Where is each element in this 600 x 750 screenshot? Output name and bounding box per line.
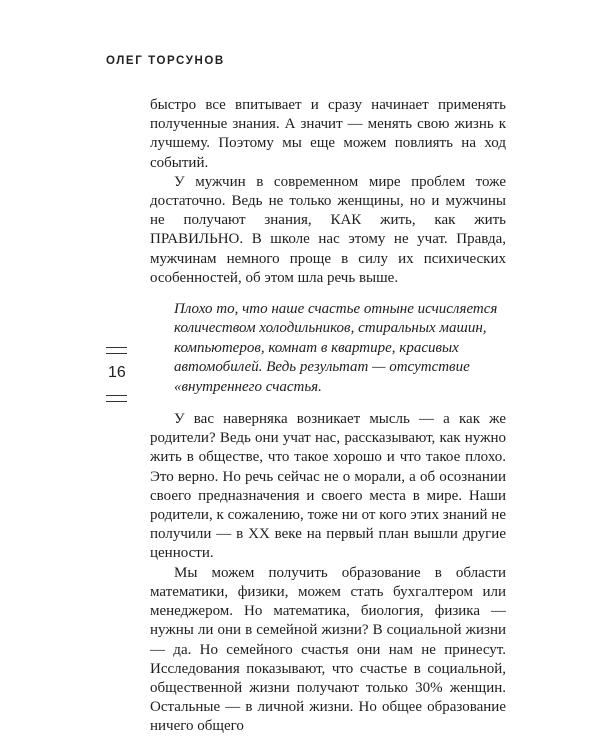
page-number-rule-top <box>106 347 127 348</box>
paragraph-1: быстро все впитывает и сразу начинает применять полученные знания. А значит — менять свою жизнь к лучшему. Поэтому мы еще можем повлиять на ход событий. <box>150 97 506 171</box>
italic-quote: Плохо то, что наше счастье отныне исчисляется количеством холодильников, стиральных машин, компьютеров, комнат в квартире, красивых автомобилей. Ведь результат — отсутствие «внутреннего счастья. <box>174 301 498 395</box>
running-head-author: ОЛЕГ ТОРСУНОВ <box>106 55 225 67</box>
paragraph-4: Мы можем получить образование в области математики, физики, можем стать бухгалтером или менеджером. Но математика, биология, физика — нужны ли они в семейной жизни? В социальной жизни — да. Но семейного счастья они нам не принесут. Исследования показывают, что счастье в социальной, общественной жизни получают только 30% женщин. Остальные — в личной жизни. Но общее образование ничего общего <box>150 564 506 735</box>
page-number-rule-bottom-2 <box>106 401 127 402</box>
page-number-rule-top-2 <box>106 353 127 354</box>
page-number: 16 <box>108 364 126 381</box>
paragraph-3: У вас наверняка возникает мысль — а как же родители? Ведь они учат нас, рассказывают, как нужно жить в обществе, что такое хорошо и что такое плохо. Это верно. Но речь сейчас не о морали, а об осознании своего предназначения и своего места в мире. Наши родители, к сожалению, тоже ни от кого этих знаний не получили — в XX веке на первый план вышли другие ценности. <box>150 411 506 562</box>
paragraph-2: У мужчин в современном мире проблем тоже достаточно. Ведь не только женщины, но и мужчины не получают знания, КАК жить, как жить ПРАВИЛЬНО. В школе нас этому не учат. Правда, мужчинам немного проще в силу их психических особенностей, об этом шла речь выше. <box>150 173 506 286</box>
page-number-rule-bottom <box>106 395 127 396</box>
body-text <box>150 96 506 737</box>
